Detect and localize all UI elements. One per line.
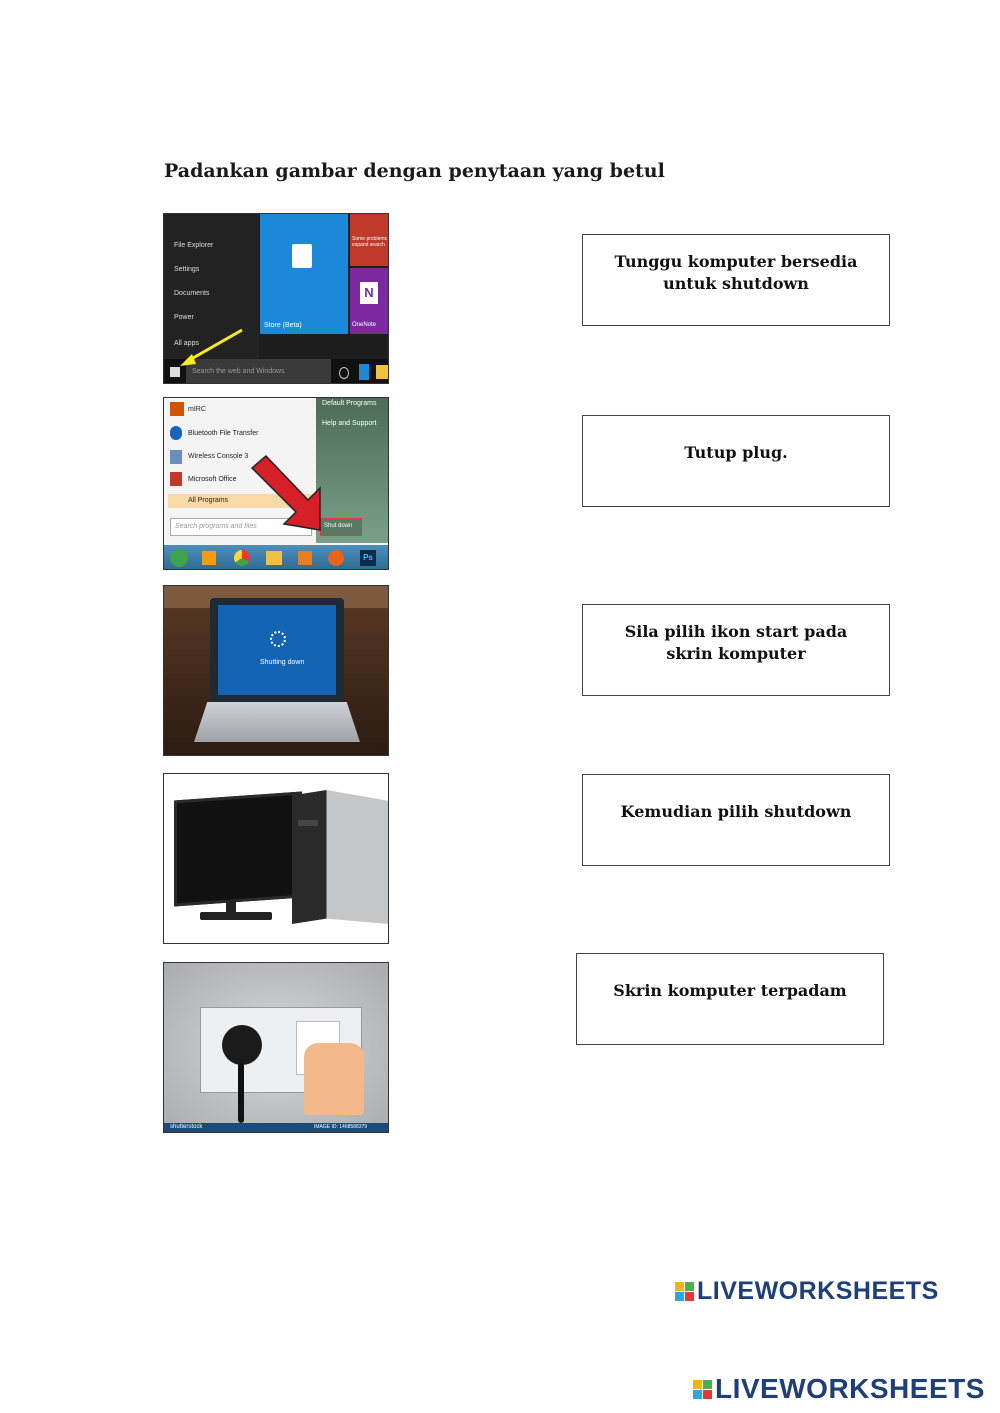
monitor [174, 792, 302, 907]
store-bag-icon [292, 244, 312, 268]
firefox-icon [328, 550, 344, 566]
monitor-stand [226, 900, 236, 912]
photoshop-icon: Ps [360, 550, 376, 566]
menu-item: Settings [174, 266, 200, 273]
wireless-icon [170, 450, 182, 464]
folder-icon [376, 365, 388, 379]
onenote-icon: N [360, 282, 378, 304]
plug-cable [238, 1063, 244, 1123]
answer-text: Tutup plug. [684, 443, 788, 462]
folder-icon [266, 551, 282, 565]
picture-wall-plug [163, 962, 389, 1133]
bluetooth-icon [170, 426, 182, 440]
laptop-base [194, 702, 360, 742]
start-orb-icon [170, 549, 188, 567]
answer-text: Tunggu komputer bersedia untuk shutdown [614, 252, 858, 293]
media-icon [202, 551, 216, 565]
picture-windows7-start [163, 397, 389, 570]
monitor-base [200, 912, 272, 920]
red-arrow-icon [244, 454, 324, 534]
mirc-icon [170, 402, 184, 416]
onenote-tile [350, 268, 389, 334]
program-item: mIRC [188, 406, 206, 413]
cortana-icon [339, 367, 349, 379]
program-item: Microsoft Office [188, 476, 237, 483]
shutdown-button [320, 518, 362, 536]
news-tile-label: Some problems expand search [352, 236, 388, 248]
tower-drive-bay [298, 820, 318, 826]
program-item: Wireless Console 3 [188, 453, 249, 460]
computer-tower [292, 790, 388, 924]
search-placeholder: Search the web and Windows [192, 368, 285, 375]
store-tile-label: Store (Beta) [264, 322, 302, 329]
taskbar [164, 545, 389, 570]
answer-text: Kemudian pilih shutdown [620, 802, 852, 821]
shutdown-label: Shut down [324, 523, 353, 529]
all-programs-label: All Programs [188, 497, 229, 504]
right-pane-item: Default Programs [322, 400, 377, 407]
news-tile [350, 214, 389, 266]
answer-box-1[interactable] [582, 234, 890, 326]
menu-item: Documents [174, 290, 210, 297]
liveworksheets-logo [675, 1277, 939, 1306]
spinner-icon [270, 631, 286, 647]
answer-box-4[interactable] [582, 774, 890, 866]
laptop-screen [210, 598, 344, 702]
logo-text: LIVEWORKSHEETS [715, 1373, 985, 1404]
right-pane-item: Help and Support [322, 420, 377, 427]
picture-windows10-start [163, 213, 389, 384]
picture-desktop-computer [163, 773, 389, 944]
answer-box-5[interactable] [576, 953, 884, 1045]
menu-item: File Explorer [174, 242, 214, 249]
answer-text: Skrin komputer terpadam [613, 981, 847, 1000]
footer-right-text: IMAGE ID: 1468588379 [314, 1124, 368, 1130]
shutterstock-footer [164, 1123, 389, 1133]
liveworksheets-logo-icon [675, 1282, 694, 1301]
yellow-arrow-icon [176, 326, 246, 371]
chrome-icon [234, 550, 250, 566]
store-tile [260, 214, 348, 334]
picture-laptop-shutdown [163, 585, 389, 756]
menu-item: Power [174, 314, 194, 321]
liveworksheets-logo-footer [693, 1373, 985, 1405]
socket [222, 1025, 262, 1065]
footer-left-text: shutterstock [170, 1124, 203, 1130]
office-icon [170, 472, 182, 486]
blue-screen [218, 605, 336, 695]
answer-text: Sila pilih ikon start pada skrin komputer [624, 622, 848, 663]
logo-text: LIVEWORKSHEETS [697, 1277, 939, 1305]
program-item: Bluetooth File Transfer [188, 430, 259, 437]
answer-box-2[interactable] [582, 415, 890, 507]
liveworksheets-logo-icon [693, 1380, 712, 1399]
taskbar-app-icon [359, 364, 369, 380]
menu-item: All apps [174, 340, 199, 347]
worksheet-title: Padankan gambar dengan penytaan yang betul [164, 160, 665, 182]
screen-text: Shutting down [260, 659, 305, 666]
search-placeholder: Search programs and files [175, 523, 257, 530]
finger-icon [304, 1043, 364, 1115]
answer-box-3[interactable] [582, 604, 890, 696]
paint-icon [298, 551, 312, 565]
onenote-tile-label: OneNote [352, 322, 377, 328]
